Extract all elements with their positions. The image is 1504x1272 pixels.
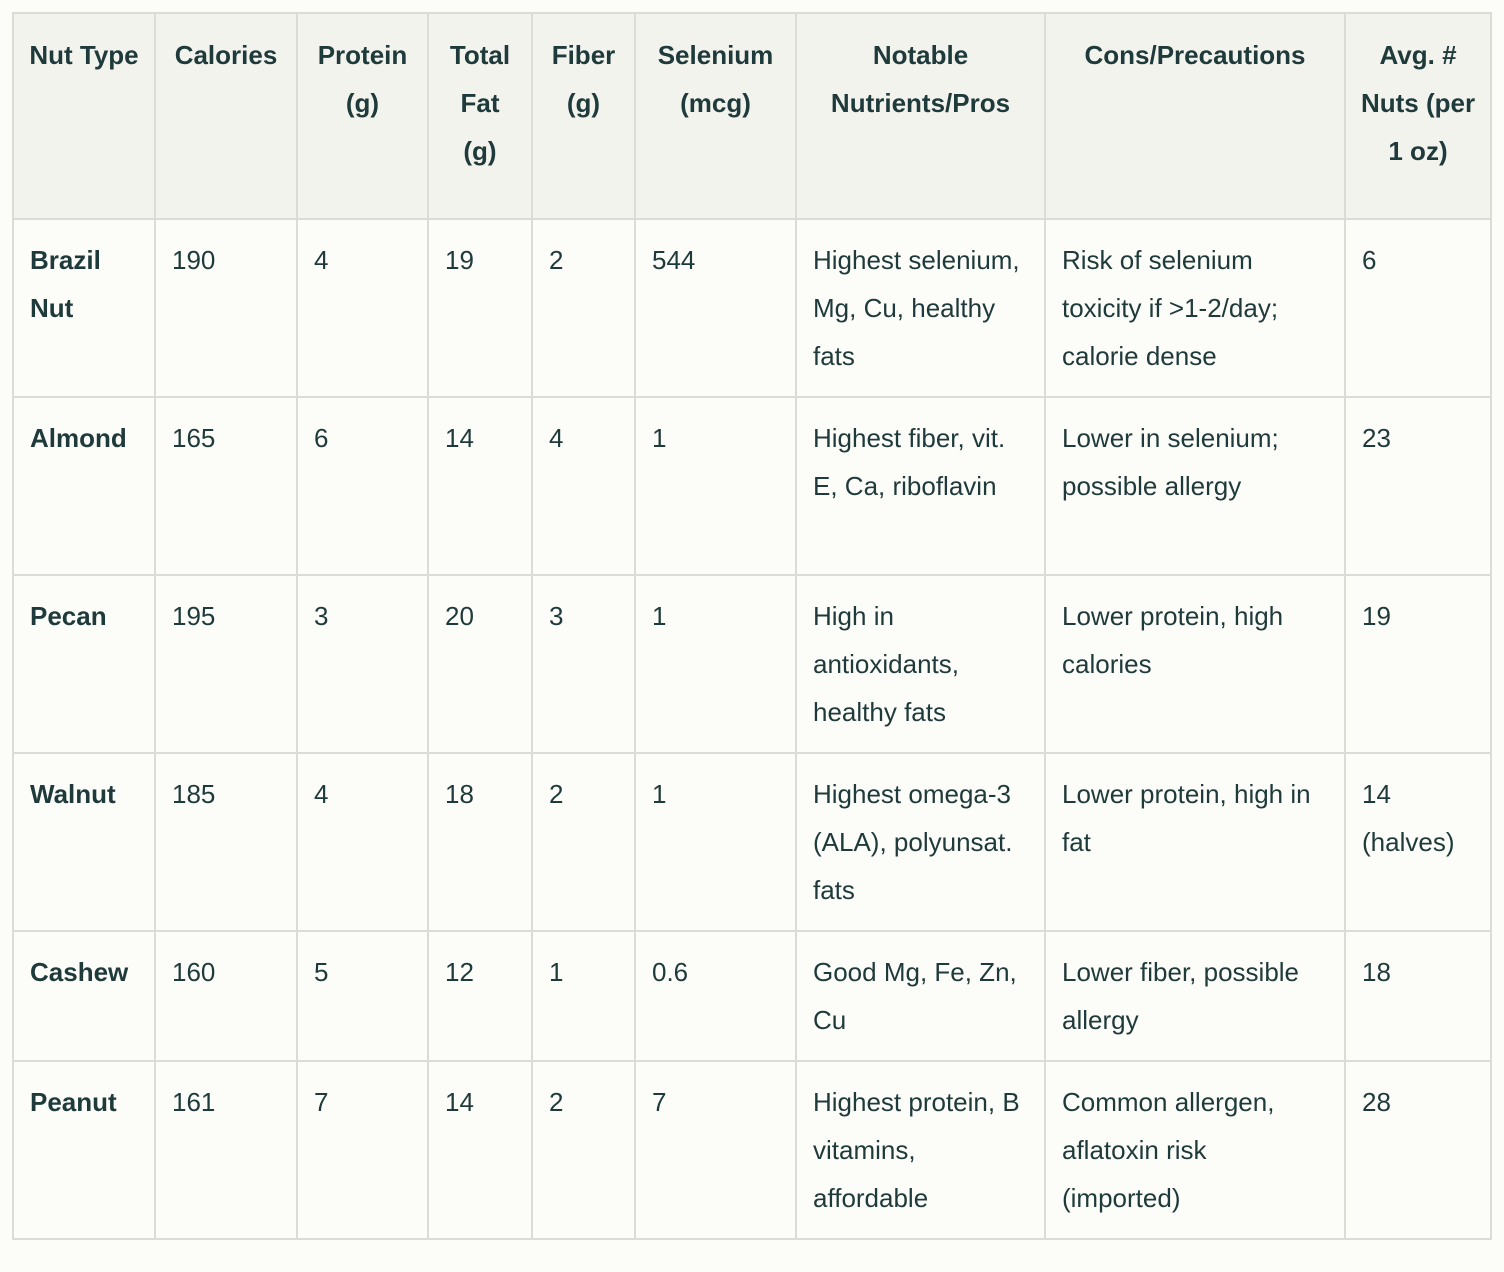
- cell-pros: High in antioxidants, healthy fats: [796, 575, 1045, 753]
- cell-nut-count: 18: [1345, 931, 1491, 1061]
- cell-pros: Highest omega-3 (ALA), polyunsat. fats: [796, 753, 1045, 931]
- cell-nut-count: 6: [1345, 219, 1491, 397]
- cell-calories: 190: [155, 219, 297, 397]
- cell-cons: Common allergen, aflatoxin risk (imported): [1045, 1061, 1345, 1239]
- cell-selenium: 1: [635, 753, 796, 931]
- cell-pros: Highest protein, B vitamins, affordable: [796, 1061, 1045, 1239]
- header-fiber: Fiber (g): [532, 13, 635, 219]
- header-calories: Calories: [155, 13, 297, 219]
- cell-calories: 165: [155, 397, 297, 575]
- cell-selenium: 7: [635, 1061, 796, 1239]
- header-nut-type: Nut Type: [13, 13, 155, 219]
- cell-nut-type: Peanut: [13, 1061, 155, 1239]
- cell-total-fat: 19: [428, 219, 532, 397]
- cell-total-fat: 18: [428, 753, 532, 931]
- cell-fiber: 2: [532, 219, 635, 397]
- cell-nut-type: Cashew: [13, 931, 155, 1061]
- cell-calories: 195: [155, 575, 297, 753]
- cell-protein: 3: [297, 575, 428, 753]
- cell-nut-count: 19: [1345, 575, 1491, 753]
- cell-fiber: 1: [532, 931, 635, 1061]
- cell-total-fat: 12: [428, 931, 532, 1061]
- cell-protein: 4: [297, 219, 428, 397]
- cell-nut-type: Almond: [13, 397, 155, 575]
- table-header-row: [13, 13, 1491, 219]
- cell-protein: 5: [297, 931, 428, 1061]
- nut-comparison-table: [12, 12, 1492, 1240]
- cell-pros: Highest selenium, Mg, Cu, healthy fats: [796, 219, 1045, 397]
- nut-comparison-table-container: [12, 12, 1490, 1240]
- table-row-brazil-nut: [13, 219, 1491, 397]
- header-pros: Notable Nutrients/Pros: [796, 13, 1045, 219]
- cell-cons: Lower protein, high calories: [1045, 575, 1345, 753]
- cell-calories: 185: [155, 753, 297, 931]
- cell-selenium: 0.6: [635, 931, 796, 1061]
- cell-nut-type: Walnut: [13, 753, 155, 931]
- cell-protein: 7: [297, 1061, 428, 1239]
- header-protein: Protein (g): [297, 13, 428, 219]
- cell-pros: Highest fiber, vit. E, Ca, riboflavin: [796, 397, 1045, 575]
- cell-fiber: 2: [532, 1061, 635, 1239]
- cell-total-fat: 14: [428, 1061, 532, 1239]
- cell-total-fat: 14: [428, 397, 532, 575]
- header-cons: Cons/Precautions: [1045, 13, 1345, 219]
- header-total-fat: Total Fat (g): [428, 13, 532, 219]
- table-row-peanut: [13, 1061, 1491, 1239]
- cell-nut-type: Pecan: [13, 575, 155, 753]
- cell-fiber: 3: [532, 575, 635, 753]
- cell-fiber: 4: [532, 397, 635, 575]
- header-nut-count: Avg. # Nuts (per 1 oz): [1345, 13, 1491, 219]
- cell-selenium: 544: [635, 219, 796, 397]
- cell-fiber: 2: [532, 753, 635, 931]
- cell-nut-count: 23: [1345, 397, 1491, 575]
- cell-nut-count: 28: [1345, 1061, 1491, 1239]
- cell-cons: Lower in selenium; possible allergy: [1045, 397, 1345, 575]
- cell-selenium: 1: [635, 575, 796, 753]
- table-row-pecan: [13, 575, 1491, 753]
- cell-cons: Lower protein, high in fat: [1045, 753, 1345, 931]
- table-row-almond: [13, 397, 1491, 575]
- cell-cons: Risk of selenium toxicity if >1-2/day; calorie dense: [1045, 219, 1345, 397]
- cell-protein: 4: [297, 753, 428, 931]
- cell-total-fat: 20: [428, 575, 532, 753]
- cell-cons: Lower fiber, possible allergy: [1045, 931, 1345, 1061]
- cell-pros: Good Mg, Fe, Zn, Cu: [796, 931, 1045, 1061]
- table-row-walnut: [13, 753, 1491, 931]
- cell-nut-count: 14 (halves): [1345, 753, 1491, 931]
- header-selenium: Selenium (mcg): [635, 13, 796, 219]
- cell-calories: 160: [155, 931, 297, 1061]
- table-row-cashew: [13, 931, 1491, 1061]
- cell-nut-type: Brazil Nut: [13, 219, 155, 397]
- cell-calories: 161: [155, 1061, 297, 1239]
- cell-protein: 6: [297, 397, 428, 575]
- cell-selenium: 1: [635, 397, 796, 575]
